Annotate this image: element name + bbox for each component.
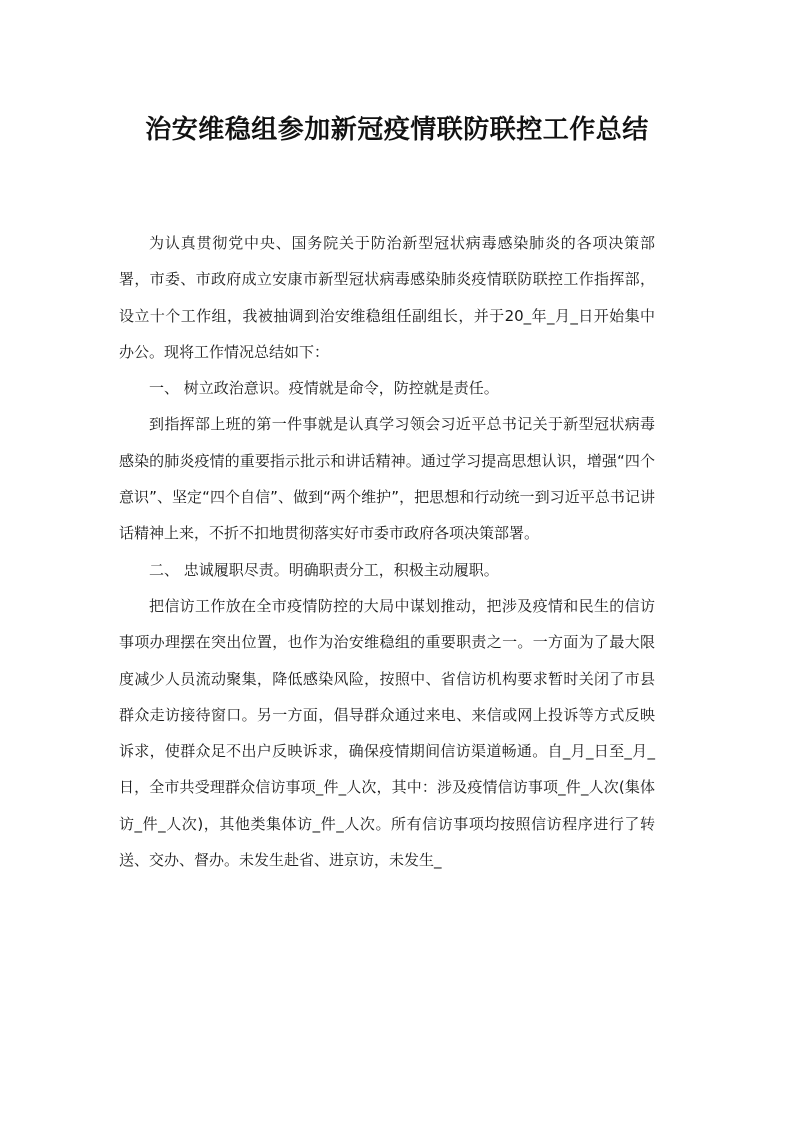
section-heading-two: 二、 忠诚履职尽责。明确职责分工，积极主动履职。 <box>149 560 499 579</box>
document-title: 治安维稳组参加新冠疫情联防联控工作总结 <box>145 115 649 145</box>
section-heading-one: 一、 树立政治意识。疫情就是命令，防控就是责任。 <box>149 379 499 398</box>
document-body <box>119 225 655 878</box>
paragraph-section-two: 把信访工作放在全市疫情防控的大局中谋划推动，把涉及疫情和民生的信访事项办理摆在突出位置，也作为治安维稳组的重要职责之一。一方面为了最大限度减少人员流动聚集，降低感染风险，按照中、省信访机构要求暂时关闭了市县群众走访接待窗口。另一方面，倡导群众通过来电、来信或网上投诉等方式反映诉求，使群众足不出户反映诉求，确保疫情期间信访渠道畅通。自_月_日至_月_日，全市共受理群众信访事项_件_人次，其中：涉及疫情信访事项_件_人次(集体访_件_人次)，其他类集体访_件_人次。所有信访事项均按照信访程序进行了转送、交办、督办。未发生赴省、进京访，未发生_ <box>119 596 655 870</box>
paragraph-intro: 为认真贯彻党中央、国务院关于防治新型冠状病毒感染肺炎的各项决策部署，市委、市政府成立安康市新型冠状病毒感染肺炎疫情联防联控工作指挥部，设立十个工作组，我被抽调到治安维稳组任副组长，并于20_年_月_日开始集中办公。现将工作情况总结如下： <box>119 234 655 361</box>
paragraph-section-one: 到指挥部上班的第一件事就是认真学习领会习近平总书记关于新型冠状病毒感染的肺炎疫情的重要指示批示和讲话精神。通过学习提高思想认识，增强“四个意识”、坚定“四个自信”、做到“两个维护”，把思想和行动统一到习近平总书记讲话精神上来，不折不扣地贯彻落实好市委市政府各项决策部署。 <box>119 415 655 543</box>
